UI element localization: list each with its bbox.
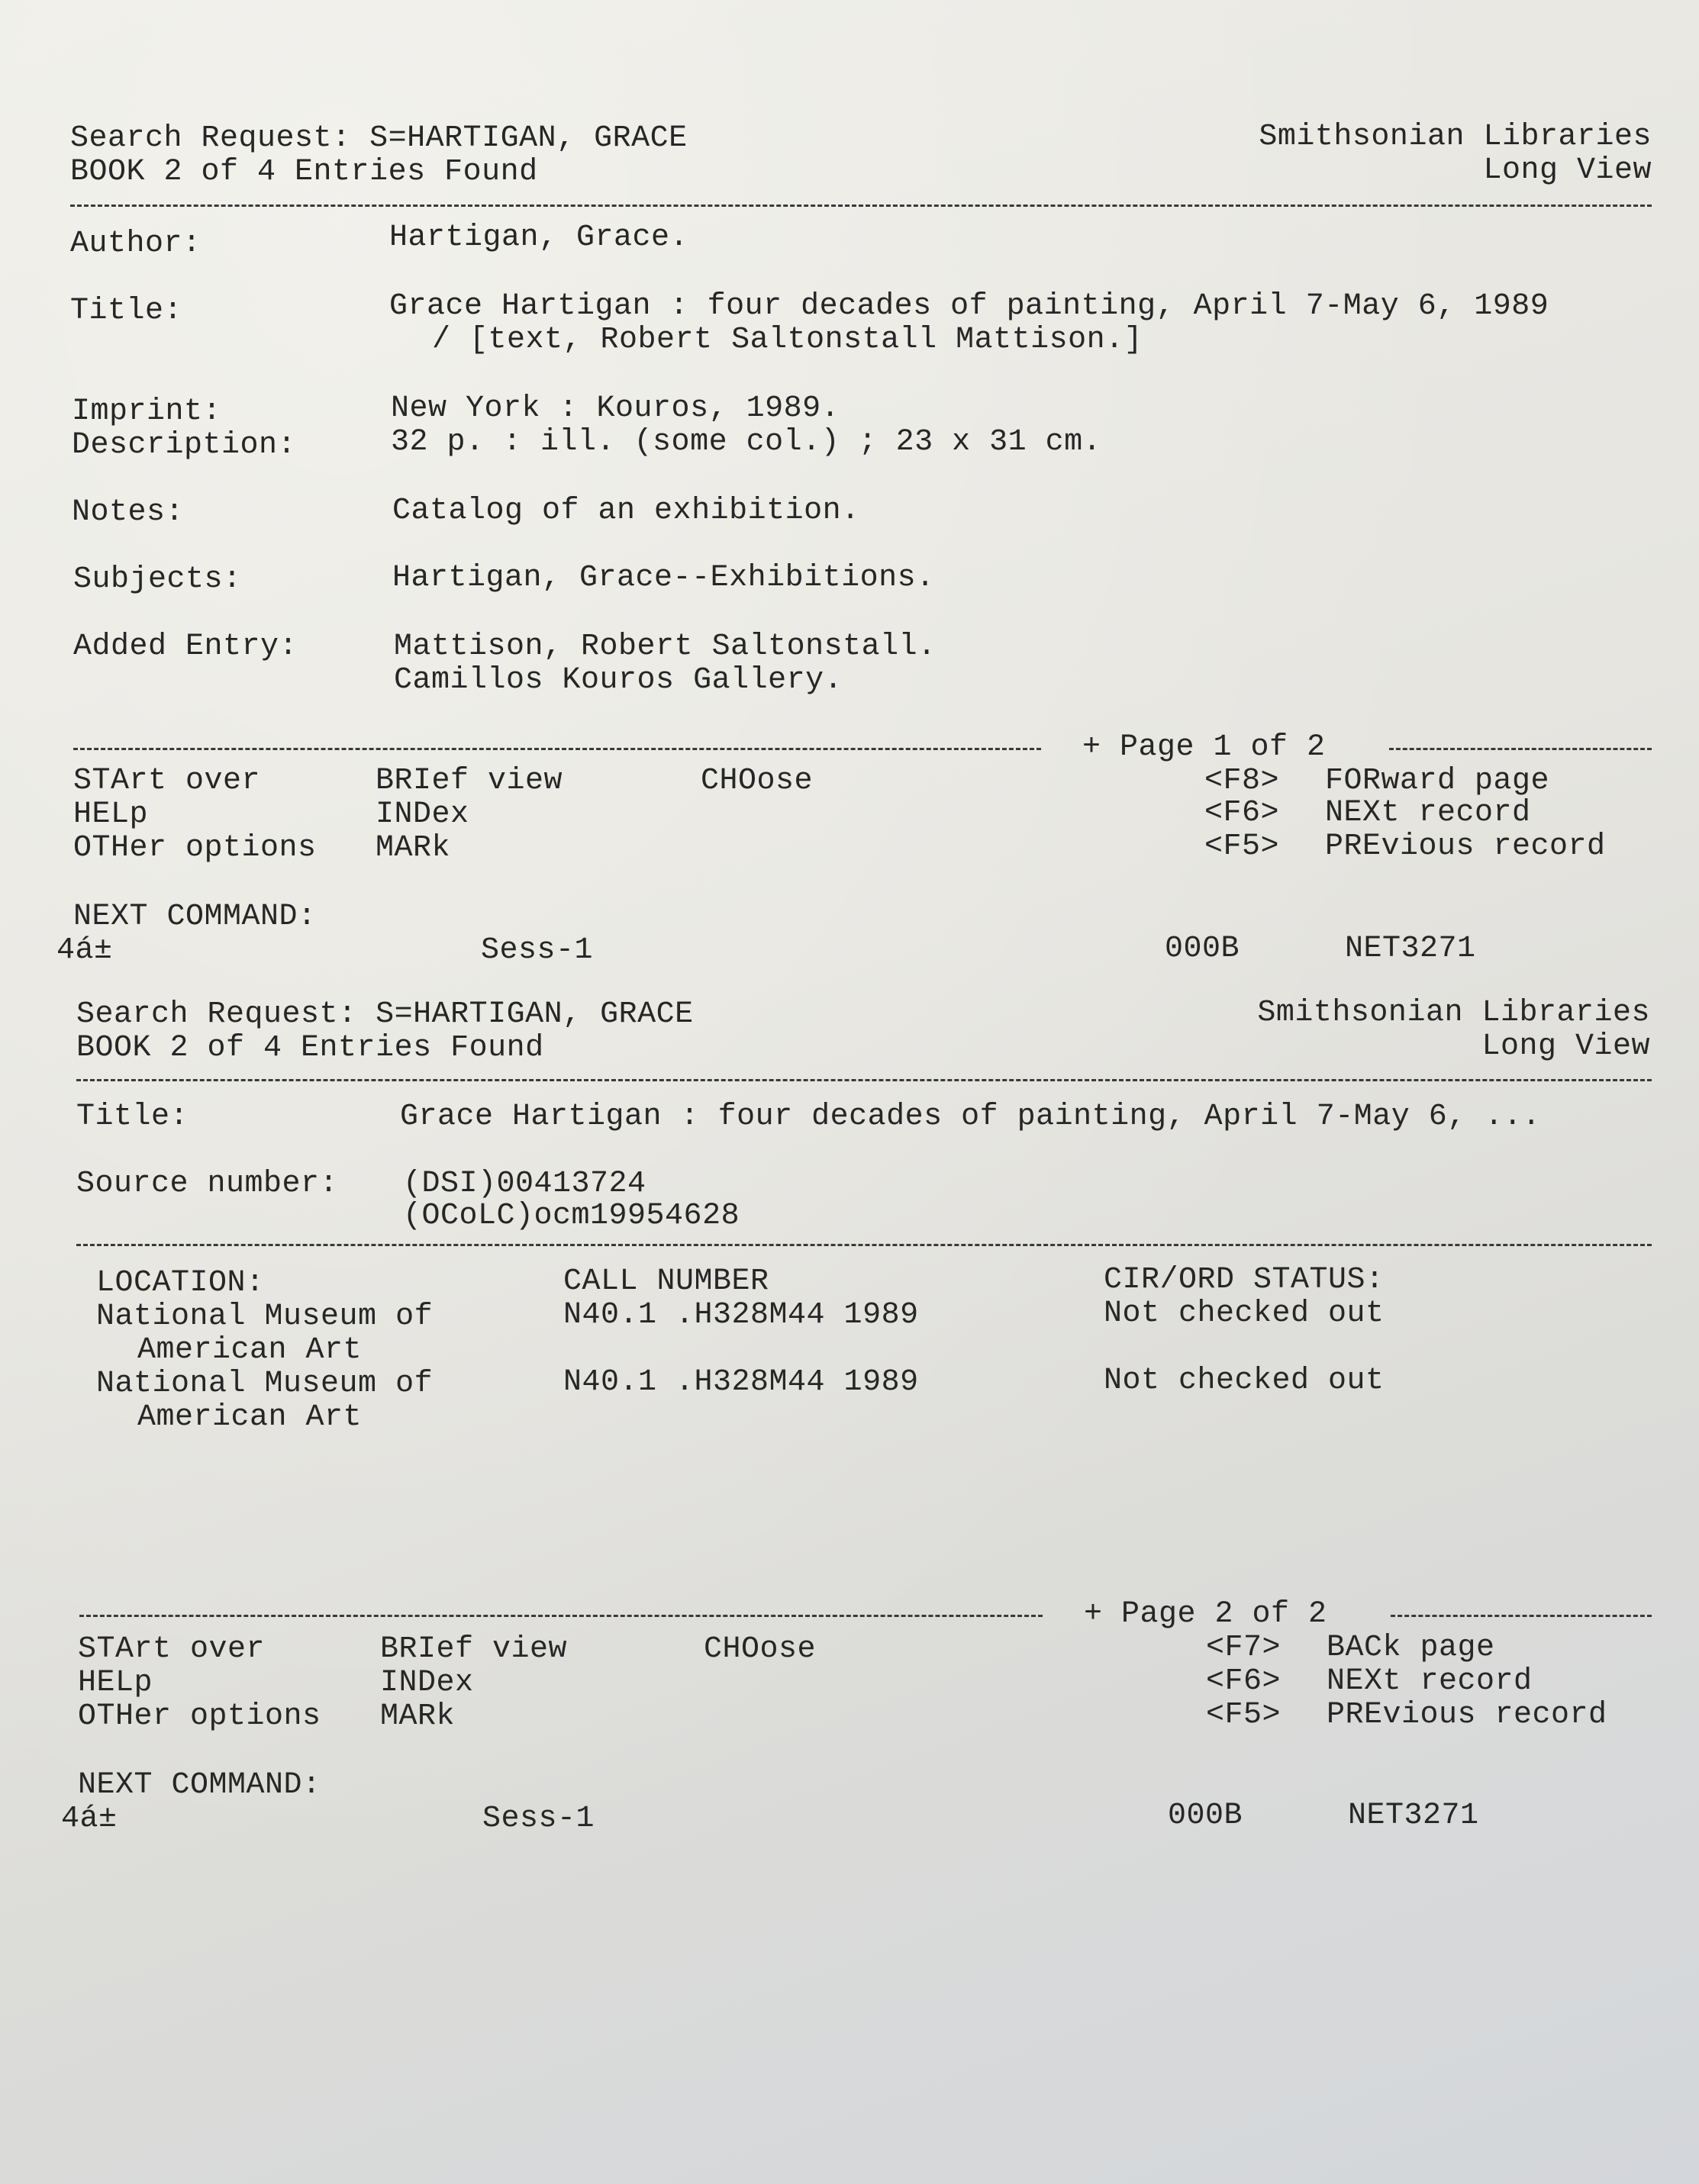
f8-key[interactable]: <F8> [1204,764,1280,798]
previous-record-command[interactable]: PREvious record [1325,829,1606,864]
holding-2-call-number: N40.1 .H328M44 1989 [563,1365,919,1400]
back-page-command[interactable]: BACk page [1327,1631,1495,1665]
status-code: 000B [1165,932,1240,966]
status-code: 000B [1168,1799,1243,1833]
entries-found: BOOK 2 of 4 Entries Found [76,1031,544,1065]
title-value-line2: / [text, Robert Saltonstall Mattison.] [432,323,1143,357]
other-options-command[interactable]: OTHer options [73,831,317,865]
description-label: Description: [72,428,297,462]
f7-key[interactable]: <F7> [1206,1631,1282,1665]
added-entry-label: Added Entry: [73,630,298,664]
notes-value: Catalog of an exhibition. [392,494,860,528]
next-record-command[interactable]: NEXt record [1325,796,1531,830]
search-request: Search Request: S=HARTIGAN, GRACE [76,997,694,1032]
next-record-command[interactable]: NEXt record [1327,1664,1533,1699]
title-value-line1: Grace Hartigan : four decades of painting, April 7-May 6, 1989 [389,289,1549,324]
session-id: Sess-1 [481,933,594,968]
footer-divider-right [1391,1615,1652,1617]
view-mode: Long View [1483,153,1652,188]
previous-record-command[interactable]: PREvious record [1327,1698,1607,1732]
status-cursor: 4á± [56,933,113,968]
network-id: NET3271 [1345,932,1476,966]
brief-view-command[interactable]: BRIef view [380,1632,568,1667]
index-command[interactable]: INDex [380,1666,474,1700]
other-options-command[interactable]: OTHer options [78,1699,321,1734]
mark-command[interactable]: MARk [380,1699,456,1734]
holding-1-location-line2: American Art [137,1333,363,1367]
added-entry-value-1: Mattison, Robert Saltonstall. [394,630,937,664]
holding-2-location-line1: National Museum of [96,1367,434,1401]
f6-key[interactable]: <F6> [1204,796,1280,830]
header-divider [76,1079,1652,1081]
library-name: Smithsonian Libraries [1259,120,1652,154]
choose-command[interactable]: CHOose [701,764,814,798]
holding-2-status: Not checked out [1104,1364,1385,1398]
call-number-header: CALL NUMBER [563,1264,769,1299]
title-value: Grace Hartigan : four decades of painting, April 7-May 6, ... [400,1100,1541,1134]
description-value: 32 p. : ill. (some col.) ; 23 x 31 cm. [391,425,1102,459]
help-command[interactable]: HELp [78,1666,153,1700]
added-entry-value-2: Camillos Kouros Gallery. [394,663,843,697]
holding-1-status: Not checked out [1104,1297,1385,1331]
title-label: Title: [70,294,183,328]
source-number-label: Source number: [76,1167,339,1201]
holding-1-location-line1: National Museum of [96,1300,434,1334]
footer-divider-left [73,748,1041,750]
status-header: CIR/ORD STATUS: [1104,1263,1385,1297]
imprint-label: Imprint: [72,395,222,429]
holding-2-location-line2: American Art [137,1400,363,1435]
holdings-divider [76,1244,1652,1246]
footer-divider-right [1389,748,1652,750]
header-divider [70,205,1652,207]
page-indicator: + Page 2 of 2 [1084,1597,1327,1632]
f5-key[interactable]: <F5> [1204,829,1280,864]
library-name: Smithsonian Libraries [1257,996,1650,1030]
title-label: Title: [76,1100,189,1134]
subjects-label: Subjects: [73,562,242,597]
source-number-1: (DSI)00413724 [403,1167,646,1201]
view-mode: Long View [1481,1029,1650,1064]
next-command-prompt[interactable]: NEXT COMMAND: [78,1768,321,1802]
help-command[interactable]: HELp [73,797,149,832]
index-command[interactable]: INDex [376,797,469,832]
status-cursor: 4á± [61,1802,118,1836]
author-label: Author: [70,227,201,261]
brief-view-command[interactable]: BRIef view [376,764,563,798]
next-command-prompt[interactable]: NEXT COMMAND: [73,900,317,934]
choose-command[interactable]: CHOose [704,1632,817,1667]
start-over-command[interactable]: STArt over [78,1632,266,1667]
page-indicator: + Page 1 of 2 [1082,730,1326,765]
author-value: Hartigan, Grace. [389,221,689,255]
f5-key[interactable]: <F5> [1206,1698,1282,1732]
entries-found: BOOK 2 of 4 Entries Found [70,155,538,189]
subjects-value: Hartigan, Grace--Exhibitions. [392,561,935,595]
holding-1-call-number: N40.1 .H328M44 1989 [563,1298,919,1332]
start-over-command[interactable]: STArt over [73,764,261,798]
source-number-2: (OCoLC)ocm19954628 [403,1199,740,1233]
network-id: NET3271 [1348,1799,1479,1833]
location-header: LOCATION: [96,1266,265,1300]
session-id: Sess-1 [482,1802,595,1836]
forward-page-command[interactable]: FORward page [1325,764,1550,798]
footer-divider-left [79,1615,1043,1617]
search-request: Search Request: S=HARTIGAN, GRACE [70,121,688,156]
mark-command[interactable]: MARk [376,831,451,865]
imprint-value: New York : Kouros, 1989. [391,391,840,426]
notes-label: Notes: [72,495,185,530]
f6-key[interactable]: <F6> [1206,1664,1282,1699]
